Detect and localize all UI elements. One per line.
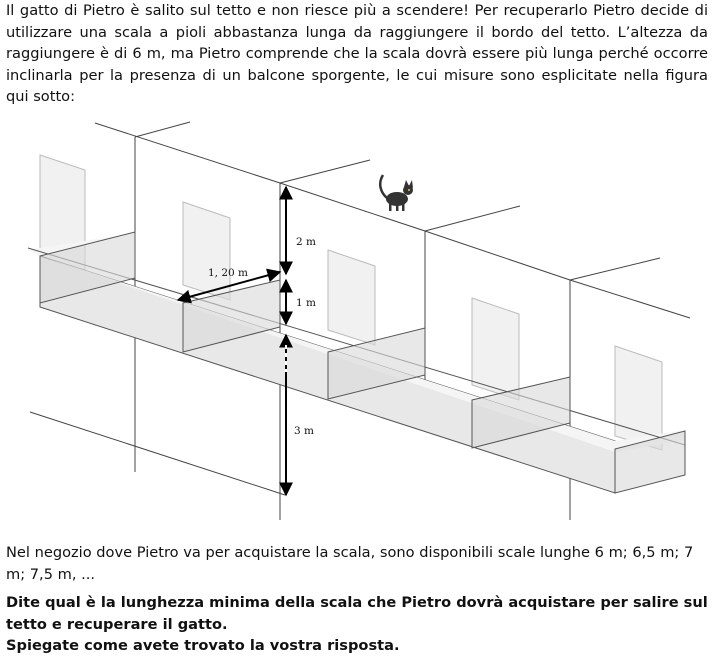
building-figure [0, 112, 713, 527]
intro-paragraph: Il gatto di Pietro è salito sul tetto e non riesce più a scendere! Per recuperarlo Pietro decide di utilizzare una scala a pioli abbastanza lunga da raggiungere il bordo del tetto. L’altezza da raggiungere è di 6 m, ma Pietro comprende che la scala dovrà essere più lunga perché occorre inclinarla per la presenza di un balcone sporgente, le cui misure sono esplicitate nella figura qui sotto: [6, 2, 708, 106]
question-text: Dite qual è la lunghezza minima della scala che Pietro dovrà acquistare per salire sul tetto e recuperare il gatto. [6, 594, 708, 633]
label-1m: 1 m [296, 297, 316, 309]
label-3m: 3 m [294, 425, 314, 437]
label-2m: 2 m [296, 236, 316, 248]
label-120m: 1, 20 m [208, 267, 249, 279]
cat-icon [380, 175, 413, 211]
shop-paragraph: Nel negozio dove Pietro va per acquistare la scala, sono disponibili scale lunghe 6 m; 6,5 m; 7 m; 7,5 m, ... [6, 544, 694, 583]
instruction-text: Spiegate come avete trovato la vostra risposta. [6, 637, 400, 654]
